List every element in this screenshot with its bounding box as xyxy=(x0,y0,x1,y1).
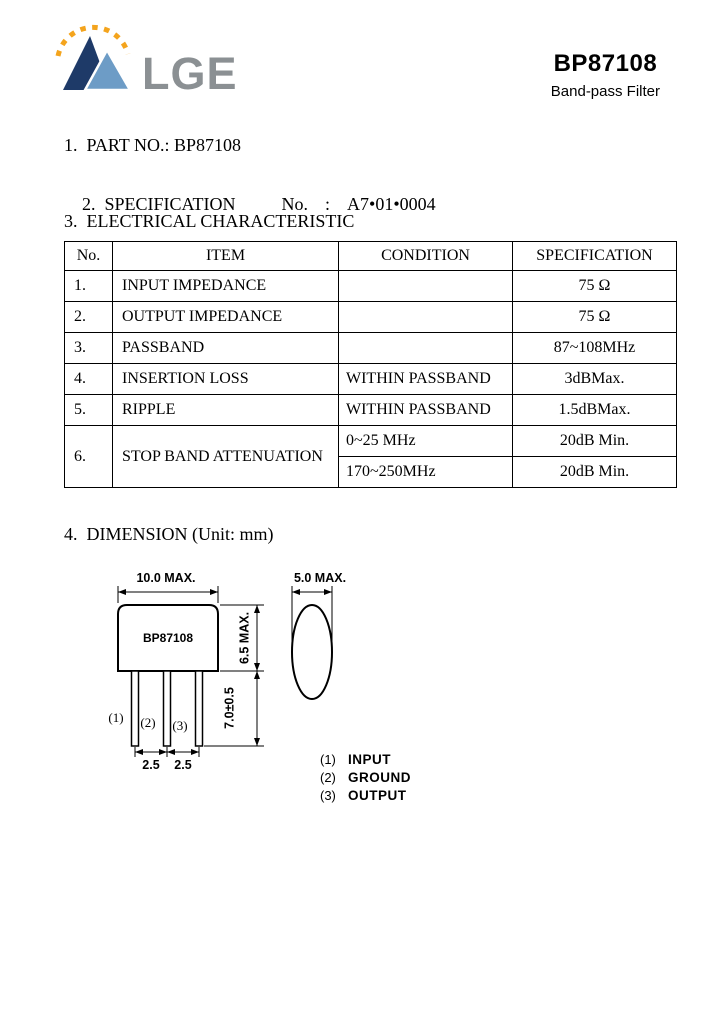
legend-pin-3: (3) xyxy=(320,788,336,803)
table-row xyxy=(65,333,677,364)
front-view xyxy=(108,571,264,772)
lead-3 xyxy=(196,671,203,746)
section-part-no: 1. PART NO.: BP87108 xyxy=(64,135,241,155)
section-dimension: 4. DIMENSION (Unit: mm) xyxy=(64,524,274,544)
spec-number: A7•01•0004 xyxy=(347,194,436,214)
package-label: BP87108 xyxy=(142,631,194,645)
dim-lead-length-label: 7.0±0.5 xyxy=(222,687,237,729)
lead-2 xyxy=(164,671,171,746)
cell-no: 6. xyxy=(65,426,113,488)
logo-text: LGE xyxy=(142,47,238,99)
dimension-drawing xyxy=(88,556,468,816)
spec-colon: : xyxy=(325,194,331,214)
dim-pitch-left-label: 2.5 xyxy=(142,758,160,772)
lead-1 xyxy=(132,671,139,746)
table-row xyxy=(65,271,677,302)
cell-specification: 3dBMax. xyxy=(513,364,677,395)
table-row xyxy=(65,302,677,333)
lge-logo xyxy=(52,24,238,99)
pin-2-label: (2) xyxy=(140,715,156,730)
electrical-characteristics-table xyxy=(64,241,677,488)
cell-item: STOP BAND ATTENUATION xyxy=(113,426,339,488)
cell-no: 2. xyxy=(65,302,113,333)
col-header-no: No. xyxy=(65,242,113,271)
pin-3-label: (3) xyxy=(172,718,188,733)
spec-no-label: No. xyxy=(281,194,309,214)
cell-condition: WITHIN PASSBAND xyxy=(339,364,513,395)
legend-pin-2: (2) xyxy=(320,770,336,785)
col-header-condition: CONDITION xyxy=(339,242,513,271)
cell-item: INSERTION LOSS xyxy=(113,364,339,395)
pin-1-label: (1) xyxy=(108,710,124,725)
legend-label-ground: GROUND xyxy=(348,770,411,785)
dim-pitch-right-label: 2.5 xyxy=(174,758,192,772)
legend-pin-1: (1) xyxy=(320,752,336,767)
cell-item: OUTPUT IMPEDANCE xyxy=(113,302,339,333)
table-header-row xyxy=(65,242,677,271)
cell-specification: 20dB Min. xyxy=(513,426,677,457)
cell-no: 3. xyxy=(65,333,113,364)
legend-label-input: INPUT xyxy=(348,752,391,767)
col-header-item: ITEM xyxy=(113,242,339,271)
cell-specification: 1.5dBMax. xyxy=(513,395,677,426)
lge-logo-icon xyxy=(52,24,134,94)
cell-condition xyxy=(339,333,513,364)
pin-legend xyxy=(320,752,411,803)
cell-condition xyxy=(339,271,513,302)
col-header-specification: SPECIFICATION xyxy=(513,242,677,271)
cell-condition xyxy=(339,302,513,333)
dim-depth-label: 5.0 MAX. xyxy=(293,571,347,585)
cell-no: 4. xyxy=(65,364,113,395)
part-number-title: BP87108 xyxy=(553,50,658,77)
table-row xyxy=(65,426,677,457)
doc-subtitle: Band-pass Filter xyxy=(550,83,660,100)
cell-item: INPUT IMPEDANCE xyxy=(113,271,339,302)
cell-condition: 0~25 MHz xyxy=(339,426,513,457)
table-row xyxy=(65,395,677,426)
doc-title-block xyxy=(551,50,660,100)
table-row xyxy=(65,364,677,395)
dim-width-label: 10.0 MAX. xyxy=(136,571,196,585)
cell-condition: 170~250MHz xyxy=(339,457,513,488)
cell-specification: 20dB Min. xyxy=(513,457,677,488)
cell-specification: 87~108MHz xyxy=(513,333,677,364)
cell-no: 5. xyxy=(65,395,113,426)
cell-no: 1. xyxy=(65,271,113,302)
section-electrical: 3. ELECTRICAL CHARACTERISTIC xyxy=(64,211,355,231)
cell-condition: WITHIN PASSBAND xyxy=(339,395,513,426)
package-side-profile xyxy=(292,605,332,699)
cell-item: RIPPLE xyxy=(113,395,339,426)
side-view xyxy=(292,571,346,699)
cell-specification: 75 Ω xyxy=(513,302,677,333)
cell-specification: 75 Ω xyxy=(513,271,677,302)
dim-body-height-label: 6.5 MAX. xyxy=(237,611,252,665)
cell-item: PASSBAND xyxy=(113,333,339,364)
legend-label-output: OUTPUT xyxy=(348,788,407,803)
spec-label: 2. SPECIFICATION xyxy=(82,194,236,214)
